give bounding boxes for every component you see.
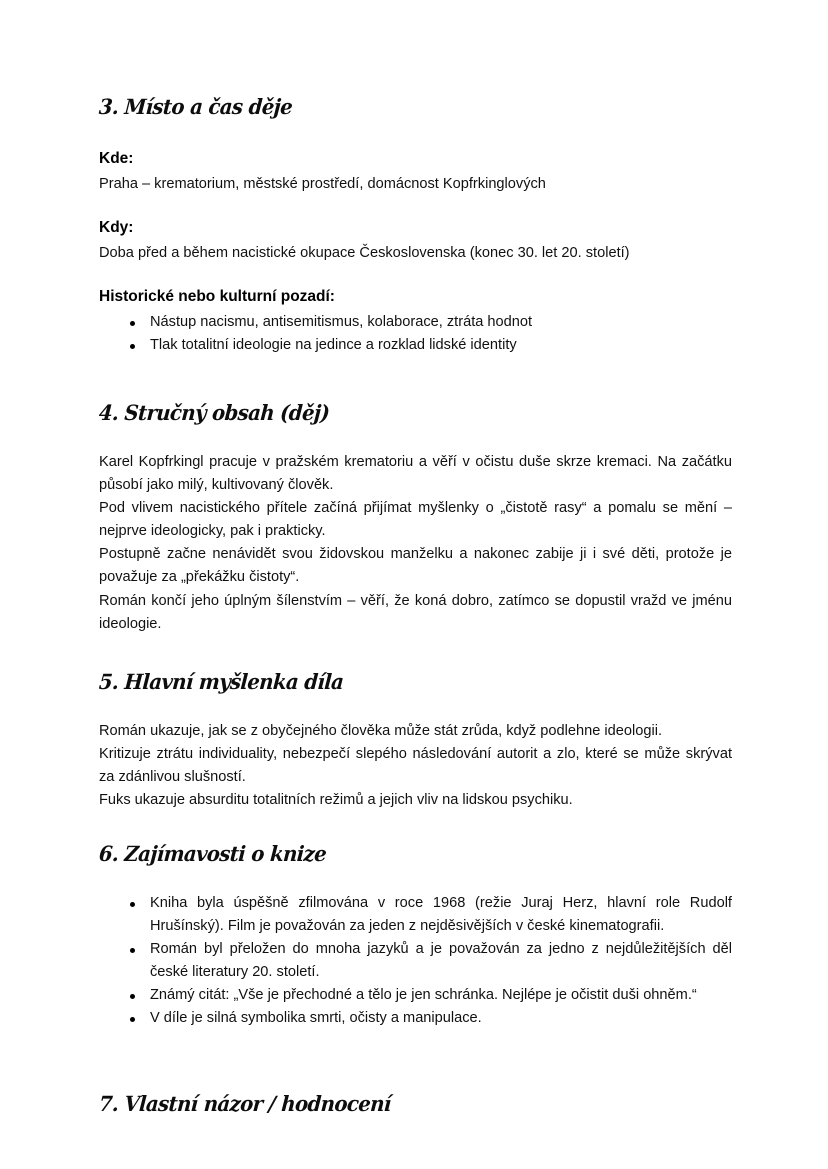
paragraph-kdy: Doba před a během nacistické okupace Československa (konec 30. let 20. století)	[99, 245, 630, 262]
section-heading-4: 4. Stručný obsah (děj)	[98, 400, 331, 426]
section-heading-6: 6. Zajímavosti o knize	[98, 840, 328, 866]
list-item: Tlak totalitní ideologie na jedince a rozklad lidské identity	[99, 334, 732, 357]
list-item: Nástup nacismu, antisemitismus, kolaborace, ztráta hodnot	[99, 311, 732, 334]
document-content	[99, 0, 732, 1117]
list-item: Známý citát: „Vše je přechodné a tělo je jen schránka. Nejlépe je očistit duši ohněm.“	[99, 984, 732, 1007]
bullet-list-zajimavosti	[99, 892, 732, 1030]
label-kdy: Kdy:	[99, 219, 134, 237]
paragraph-myslenka-1: Román ukazuje, jak se z obyčejného člověka může stát zrůda, když podlehne ideologii.	[99, 722, 662, 739]
bullet-list-historicke-pozadi	[99, 311, 732, 357]
paragraph-dej-3: Postupně začne nenávidět svou židovskou manželku a nakonec zabije ji i své děti, protože je považuje za „překážku čistoty“.	[99, 546, 732, 586]
paragraph-dej-1: Karel Kopfrkingl pracuje v pražském krematoriu a věří v očistu duše skrze kremaci. Na začátku působí jako milý, kultivovaný člověk.	[99, 454, 732, 494]
label-kde: Kde:	[99, 150, 134, 168]
paragraph-kde: Praha – krematorium, městské prostředí, domácnost Kopfrkinglových	[99, 176, 546, 193]
label-historicke-pozadi: Historické nebo kulturní pozadí:	[99, 288, 335, 306]
paragraph-dej-2: Pod vlivem nacistického přítele začíná přijímat myšlenky o „čistotě rasy“ a pomalu se mění – nejprve ideologicky, pak i prakticky.	[99, 500, 732, 540]
paragraph-myslenka-3: Fuks ukazuje absurditu totalitních režimů a jejich vliv na lidskou psychiku.	[99, 791, 573, 808]
section-heading-7: 7. Vlastní názor / hodnocení	[98, 1091, 392, 1117]
section-heading-3: 3. Místo a čas děje	[98, 94, 294, 119]
list-item: V díle je silná symbolika smrti, očisty a manipulace.	[99, 1007, 732, 1030]
list-item: Kniha byla úspěšně zfilmována v roce 1968 (režie Juraj Herz, hlavní role Rudolf Hrušínský). Film je považován za jeden z nejděsivějších v české kinematografii.	[99, 892, 732, 938]
paragraph-myslenka-2: Kritizuje ztrátu individuality, nebezpečí slepého následování autorit a zlo, které se může skrývat za zdánlivou slušností.	[99, 745, 732, 785]
paragraph-dej-4: Román končí jeho úplným šílenstvím – věří, že koná dobro, zatímco se dopustil vražd ve jménu ideologie.	[99, 592, 732, 632]
list-item: Román byl přeložen do mnoha jazyků a je považován za jedno z nejdůležitějších děl české literatury 20. století.	[99, 938, 732, 984]
section-heading-5: 5. Hlavní myšlenka díla	[98, 668, 345, 694]
